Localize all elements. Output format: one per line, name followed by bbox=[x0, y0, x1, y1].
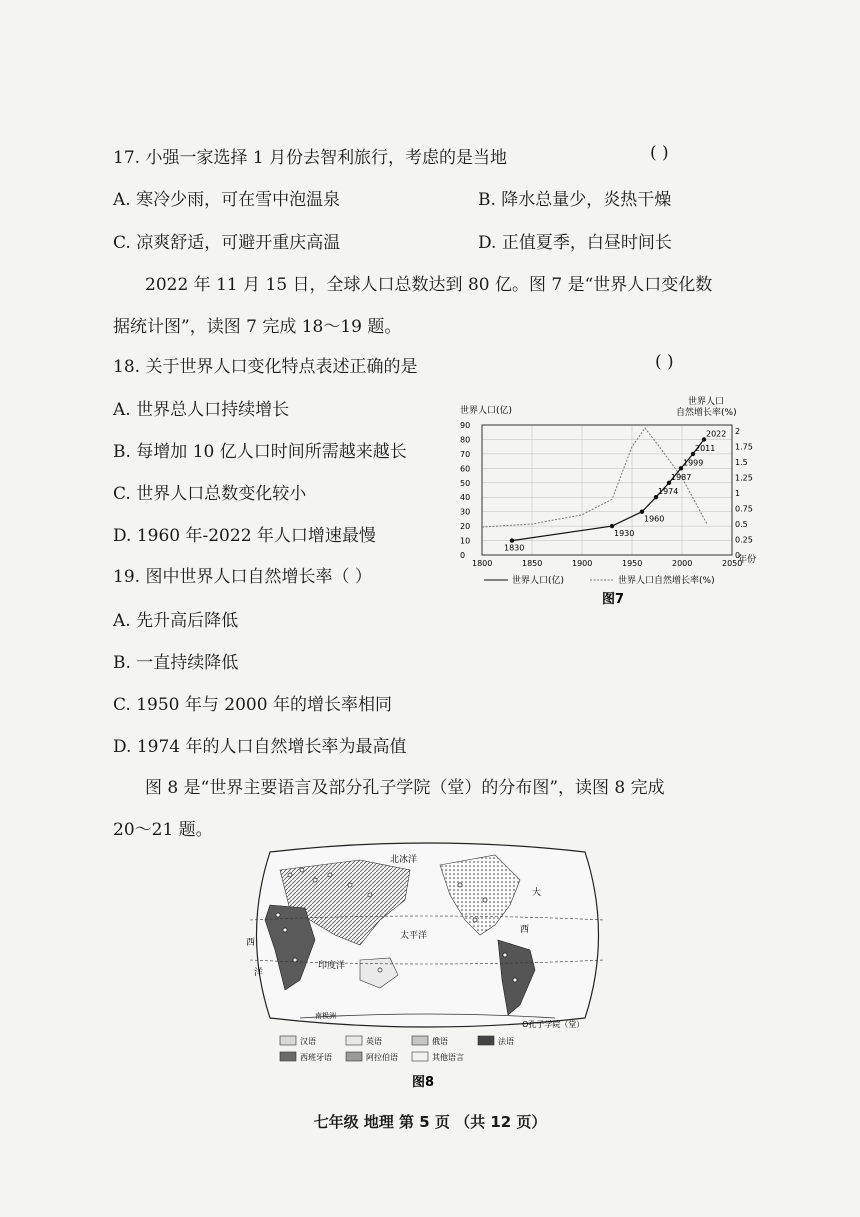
x-tick-1900: 1900 bbox=[572, 559, 593, 568]
x-tick-2000: 2000 bbox=[672, 559, 693, 568]
y2-tick-1.5: 1.5 bbox=[735, 458, 748, 468]
legend-label-2: 俄语 bbox=[432, 1037, 448, 1046]
legend-label-0: 汉语 bbox=[300, 1037, 316, 1046]
x-tick-1800: 1800 bbox=[472, 559, 493, 568]
y2-tick-0.75: 0.75 bbox=[735, 504, 753, 514]
figure-8-map bbox=[240, 840, 615, 1090]
y-tick-10: 10 bbox=[460, 536, 471, 546]
y-tick-30: 30 bbox=[460, 507, 471, 517]
y-tick-50: 50 bbox=[460, 478, 471, 488]
label-west-left: 西 bbox=[246, 938, 256, 948]
intro-20-line2: 20～21 题。 bbox=[113, 820, 213, 840]
figure-8-caption: 图8 bbox=[412, 1075, 435, 1090]
label-pacific-ocean: 太平洋 bbox=[400, 931, 428, 941]
y-tick-labels bbox=[460, 421, 470, 560]
y2-tick-1.75: 1.75 bbox=[735, 442, 753, 452]
point-label-1999: 1999 bbox=[683, 458, 704, 468]
point-1960 bbox=[640, 509, 644, 513]
legend-population-label: 世界人口(亿) bbox=[512, 576, 565, 586]
legend-swatch-3 bbox=[478, 1036, 494, 1045]
label-big: 大 bbox=[532, 888, 542, 898]
q19-stem: 19. 图中世界人口自然增长率（ ） bbox=[113, 567, 372, 587]
figure-7-caption: 图7 bbox=[602, 592, 625, 607]
y-tick-40: 40 bbox=[460, 493, 471, 503]
legend-swatch-1 bbox=[346, 1036, 362, 1045]
x-tick-1950: 1950 bbox=[622, 559, 643, 568]
label-arctic-ocean: 北冰洋 bbox=[390, 855, 418, 865]
x-tick-2050: 2050 bbox=[722, 559, 743, 568]
label-ocean-left: 洋 bbox=[254, 968, 264, 978]
q19-option-d: D. 1974 年的人口自然增长率为最高值 bbox=[113, 737, 407, 757]
language-legend bbox=[280, 1036, 514, 1062]
q18-option-a: A. 世界总人口持续增长 bbox=[113, 400, 290, 420]
legend-label-1: 英语 bbox=[366, 1037, 382, 1046]
intro-18-line2: 据统计图”，读图 7 完成 18～19 题。 bbox=[113, 317, 402, 337]
point-label-1987: 1987 bbox=[671, 472, 692, 482]
x-tick-labels bbox=[472, 559, 742, 568]
q17-option-d: D. 正值夏季，白昼时间长 bbox=[478, 233, 672, 253]
q18-stem: 18. 关于世界人口变化特点表述正确的是 bbox=[113, 357, 418, 377]
legend-label-5: 阿拉伯语 bbox=[366, 1053, 398, 1062]
legend-rate-label: 世界人口自然增长率(%) bbox=[618, 576, 715, 586]
y-tick-0: 0 bbox=[460, 551, 466, 560]
intro-20-line1: 图 8 是“世界主要语言及部分孔子学院（堂）的分布图”，读图 8 完成 bbox=[145, 778, 665, 798]
y-tick-60: 60 bbox=[460, 464, 471, 474]
q18-option-b: B. 每增加 10 亿人口时间所需越来越长 bbox=[113, 442, 407, 462]
confucius-legend: O孔子学院（堂） bbox=[522, 1020, 585, 1029]
point-1930 bbox=[610, 524, 614, 528]
chart-legend bbox=[484, 574, 715, 586]
x-tick-1850: 1850 bbox=[522, 559, 543, 568]
y2-tick-0.25: 0.25 bbox=[735, 535, 753, 545]
y2-tick-0.5: 0.5 bbox=[735, 520, 748, 530]
y2-axis-title-line1: 世界人口 bbox=[688, 397, 725, 407]
label-west-right: 西 bbox=[520, 925, 530, 935]
y2-tick-labels bbox=[735, 427, 753, 560]
y2-tick-1.25: 1.25 bbox=[735, 473, 753, 483]
point-1830 bbox=[510, 538, 514, 542]
legend-swatch-2 bbox=[412, 1036, 428, 1045]
legend-swatch-5 bbox=[346, 1052, 362, 1061]
q17-option-b: B. 降水总量少，炎热干燥 bbox=[478, 190, 672, 210]
legend-swatch-6 bbox=[412, 1052, 428, 1061]
q18-option-d: D. 1960 年-2022 年人口增速最慢 bbox=[113, 526, 376, 546]
label-antarctica: 南极洲 bbox=[315, 1012, 336, 1020]
q18-option-c: C. 世界人口总数变化较小 bbox=[113, 484, 307, 504]
label-indian-ocean: 印度洋 bbox=[318, 961, 346, 971]
point-label-2011: 2011 bbox=[695, 443, 716, 453]
legend-swatch-4 bbox=[280, 1052, 296, 1061]
point-label-1930: 1930 bbox=[614, 529, 635, 539]
point-label-1960: 1960 bbox=[644, 514, 665, 524]
y-tick-70: 70 bbox=[460, 449, 471, 459]
legend-swatch-0 bbox=[280, 1036, 296, 1045]
point-label-1830: 1830 bbox=[504, 543, 525, 553]
point-label-2022: 2022 bbox=[706, 429, 727, 439]
q19-option-b: B. 一直持续降低 bbox=[113, 653, 239, 673]
q19-option-c: C. 1950 年与 2000 年的增长率相同 bbox=[113, 695, 392, 715]
y2-tick-0: 0 bbox=[735, 551, 741, 560]
intro-18-line1: 2022 年 11 月 15 日，全球人口总数达到 80 亿。图 7 是“世界人口变化数 bbox=[145, 275, 713, 295]
q17-option-a: A. 寒冷少雨，可在雪中泡温泉 bbox=[113, 190, 341, 210]
y-tick-90: 90 bbox=[460, 421, 471, 430]
q17-stem: 17. 小强一家选择 1 月份去智利旅行，考虑的是当地 bbox=[113, 148, 508, 168]
legend-label-3: 法语 bbox=[498, 1037, 514, 1046]
y2-tick-2: 2 bbox=[735, 427, 741, 437]
y-axis-title: 世界人口(亿) bbox=[460, 406, 513, 416]
y-tick-20: 20 bbox=[460, 522, 471, 532]
legend-label-6: 其他语言 bbox=[432, 1053, 464, 1062]
q17-option-c: C. 凉爽舒适，可避开重庆高温 bbox=[113, 233, 341, 253]
figure-7-chart bbox=[458, 395, 758, 610]
q17-answer-paren: ( ) bbox=[650, 143, 669, 163]
q18-answer-paren: ( ) bbox=[655, 352, 674, 372]
page-footer: 七年级 地理 第 5 页 （共 12 页） bbox=[313, 1113, 547, 1131]
y2-axis-title-line2: 自然增长率(%) bbox=[676, 408, 737, 418]
point-label-1974: 1974 bbox=[658, 487, 679, 497]
y2-tick-1: 1 bbox=[735, 489, 741, 499]
q19-option-a: A. 先升高后降低 bbox=[113, 611, 239, 631]
y-tick-80: 80 bbox=[460, 435, 471, 445]
legend-label-4: 西班牙语 bbox=[300, 1053, 332, 1062]
x-axis-title: 年份 bbox=[738, 555, 757, 565]
